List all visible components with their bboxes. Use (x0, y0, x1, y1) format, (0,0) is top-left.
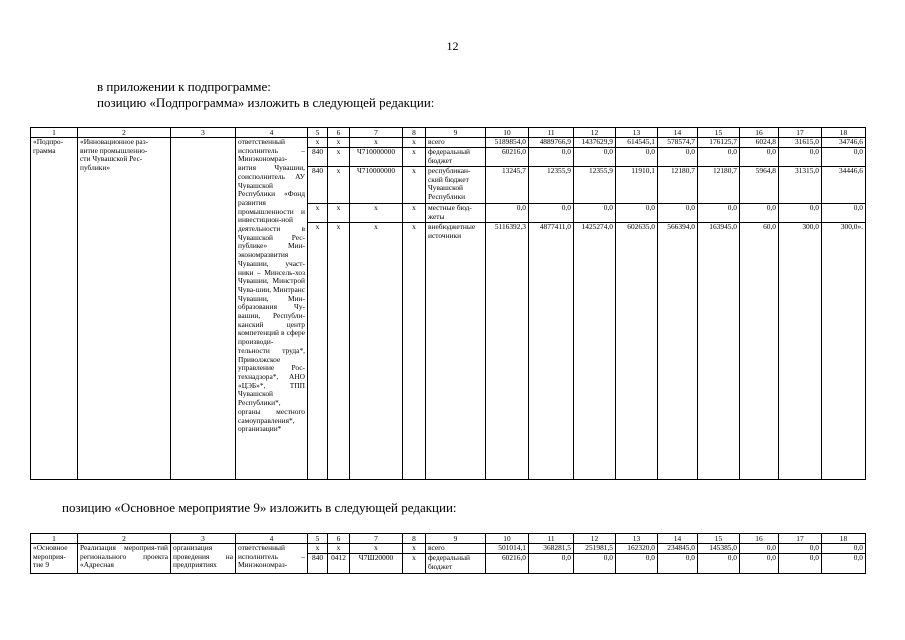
code-cell: Ч7Ш20000 (350, 554, 403, 574)
col-header: 18 (822, 128, 866, 138)
amount-cell: 614545,1 (616, 138, 658, 148)
amount-cell: 0,0 (740, 544, 779, 554)
code-cell: x (403, 138, 426, 148)
amount-cell: 0,0 (822, 148, 866, 167)
col-header: 7 (350, 534, 403, 544)
header-row (31, 128, 866, 138)
amount-cell: 5189854,0 (486, 138, 529, 148)
amount-cell: 34746,6 (822, 138, 866, 148)
col-header: 10 (486, 534, 529, 544)
code-cell: x (328, 148, 350, 167)
code-cell: x (350, 544, 403, 554)
amount-cell: 60216,0 (486, 554, 529, 574)
amount-cell: 0,0 (779, 544, 822, 554)
col-header: 1 (31, 534, 78, 544)
amount-cell: 0,0 (616, 204, 658, 223)
event-name: Реализация мероприя-тий регионального проекта «Адресная (78, 544, 171, 574)
amount-cell: 0,0 (779, 204, 822, 223)
amount-cell: 34446,6 (822, 167, 866, 204)
amount-cell: 0,0 (698, 554, 740, 574)
col-header: 13 (616, 128, 658, 138)
code-cell: 0412 (328, 554, 350, 574)
amount-cell: 0,0 (529, 554, 574, 574)
source-cell: местные бюд-жеты (426, 204, 486, 223)
code-cell: x (403, 148, 426, 167)
col-header: 14 (658, 534, 698, 544)
code-cell: x (350, 138, 403, 148)
goal-cell (171, 138, 236, 480)
col-header: 3 (171, 128, 236, 138)
amount-cell: 31615,0 (779, 138, 822, 148)
col-header: 9 (426, 534, 486, 544)
amount-cell: 0,0 (740, 554, 779, 574)
subprogram-table (30, 127, 866, 480)
amount-cell: 251981,5 (574, 544, 616, 554)
col-header: 17 (779, 534, 822, 544)
col-header: 17 (779, 128, 822, 138)
amount-cell: 566394,0 (658, 223, 698, 480)
col-header: 5 (308, 128, 328, 138)
amount-cell: 0,0 (822, 544, 866, 554)
col-header: 5 (308, 534, 328, 544)
amount-cell: 12355,9 (574, 167, 616, 204)
code-cell: x (403, 223, 426, 480)
amount-cell: 0,0 (486, 204, 529, 223)
amount-cell: 12180,7 (698, 167, 740, 204)
amount-cell: 0,0 (740, 148, 779, 167)
code-cell: x (350, 223, 403, 480)
amount-cell: 0,0 (574, 204, 616, 223)
col-header: 11 (529, 534, 574, 544)
code-cell: 840 (308, 148, 328, 167)
code-cell: x (328, 167, 350, 204)
col-header: 16 (740, 128, 779, 138)
event-label: «Основное мероприя- тие 9 (31, 544, 78, 574)
col-header: 14 (658, 128, 698, 138)
amount-cell: 4889766,9 (529, 138, 574, 148)
amount-cell: 300,0». (822, 223, 866, 480)
amount-cell: 0,0 (740, 204, 779, 223)
amount-cell: 0,0 (822, 554, 866, 574)
amount-cell: 0,0 (616, 148, 658, 167)
amount-cell: 1425274,0 (574, 223, 616, 480)
amount-cell: 300,0 (779, 223, 822, 480)
amount-cell: 578574,7 (658, 138, 698, 148)
code-cell: x (403, 544, 426, 554)
amount-cell: 0,0 (658, 204, 698, 223)
col-header: 15 (698, 128, 740, 138)
col-header: 1 (31, 128, 78, 138)
code-cell: x (328, 138, 350, 148)
amount-cell: 0,0 (779, 148, 822, 167)
amount-cell: 0,0 (529, 204, 574, 223)
col-header: 6 (328, 534, 350, 544)
col-header: 13 (616, 534, 658, 544)
col-header: 9 (426, 128, 486, 138)
amount-cell: 602635,0 (616, 223, 658, 480)
code-cell: x (403, 204, 426, 223)
col-header: 2 (78, 128, 171, 138)
source-cell: федеральный бюджет (426, 148, 486, 167)
program-name: «Инновационное раз- витие промышленно- сти Чувашской Рес- публики» (78, 138, 171, 480)
col-header: 12 (574, 534, 616, 544)
program-label: «Подпро- грамма (31, 138, 78, 480)
amount-cell: 60216,0 (486, 148, 529, 167)
code-cell: 840 (308, 167, 328, 204)
amount-cell: 60,0 (740, 223, 779, 480)
amount-cell: 31315,0 (779, 167, 822, 204)
amount-cell: 368281,5 (529, 544, 574, 554)
amount-cell: 163945,0 (698, 223, 740, 480)
header-row (31, 534, 866, 544)
code-cell: x (328, 544, 350, 554)
col-header: 12 (574, 128, 616, 138)
col-header: 6 (328, 128, 350, 138)
amount-cell: 0,0 (616, 554, 658, 574)
amount-cell: 176125,7 (698, 138, 740, 148)
amount-cell: 501014,1 (486, 544, 529, 554)
code-cell: 840 (308, 554, 328, 574)
source-cell: федеральный бюджет (426, 554, 486, 574)
amount-cell: 145385,0 (698, 544, 740, 554)
code-cell: x (308, 138, 328, 148)
col-header: 16 (740, 534, 779, 544)
amount-cell: 0,0 (698, 148, 740, 167)
amount-cell: 4877411,0 (529, 223, 574, 480)
code-cell: x (308, 544, 328, 554)
code-cell: x (328, 204, 350, 223)
amount-cell: 0,0 (822, 204, 866, 223)
amount-cell: 5116392,3 (486, 223, 529, 480)
code-cell: Ч710000000 (350, 148, 403, 167)
code-cell: x (328, 223, 350, 480)
executors-cell: ответственный исполнитель – Минэкономраз-вития Чувашии, соисполнитель АУ Чувашской Республики «Фонд развития промышленности и инвестицион-ной деятельности в Чувашской Рес-публике» Мин-экономразвития Чувашии, участ-ники – Минсель-хоз Чувашии, Минстрой Чува-шии, Минтранс Чувашии, Мин-образования Чу-вашии, Республи-канский центр компетенций в сфере производи-тельности труда*, Приволжское управление Рос-технадзора*, АНО «ЦЭБ»*, ТПП Чувашской Республики*, органы местного самоуправления*, организации* (236, 138, 308, 480)
col-header: 7 (350, 128, 403, 138)
code-cell: x (308, 223, 328, 480)
col-header: 10 (486, 128, 529, 138)
code-cell: x (403, 167, 426, 204)
code-cell: x (308, 204, 328, 223)
amount-cell: 234845,0 (658, 544, 698, 554)
code-cell: x (350, 204, 403, 223)
amount-cell: 0,0 (574, 554, 616, 574)
amount-cell: 11910,1 (616, 167, 658, 204)
executors-cell: ответственный исполнитель – Минэкономраз- (236, 544, 308, 574)
amount-cell: 0,0 (574, 148, 616, 167)
intro-line-2: позицию «Подпрограмма» изложить в следующей редакции: (97, 95, 435, 110)
code-cell: x (403, 554, 426, 574)
intro-line-1: в приложении к подпрограмме: (97, 79, 271, 94)
source-cell: республикан-ский бюджет Чувашской Республики (426, 167, 486, 204)
source-cell: всего (426, 138, 486, 148)
col-header: 3 (171, 534, 236, 544)
amount-cell: 12180,7 (658, 167, 698, 204)
col-header: 8 (403, 534, 426, 544)
amount-cell: 6024,8 (740, 138, 779, 148)
amount-cell: 1437629,9 (574, 138, 616, 148)
amount-cell: 13245,7 (486, 167, 529, 204)
event-goal: организация проведения на предприятиях (171, 544, 236, 574)
col-header: 4 (236, 534, 308, 544)
table-row (31, 138, 866, 148)
main-event-table (30, 533, 866, 574)
amount-cell: 12355,9 (529, 167, 574, 204)
amount-cell: 162320,0 (616, 544, 658, 554)
section2-title: позицию «Основное мероприятие 9» изложить в следующей редакции: (62, 500, 457, 515)
amount-cell: 0,0 (698, 204, 740, 223)
col-header: 2 (78, 534, 171, 544)
amount-cell: 0,0 (529, 148, 574, 167)
source-cell: внебюджетные источники (426, 223, 486, 480)
table-row (31, 544, 866, 554)
amount-cell: 0,0 (658, 148, 698, 167)
col-header: 8 (403, 128, 426, 138)
source-cell: всего (426, 544, 486, 554)
col-header: 18 (822, 534, 866, 544)
col-header: 11 (529, 128, 574, 138)
page-number: 12 (446, 39, 459, 53)
amount-cell: 5964,8 (740, 167, 779, 204)
amount-cell: 0,0 (658, 554, 698, 574)
amount-cell: 0,0 (779, 554, 822, 574)
col-header: 4 (236, 128, 308, 138)
col-header: 15 (698, 534, 740, 544)
code-cell: Ч710000000 (350, 167, 403, 204)
